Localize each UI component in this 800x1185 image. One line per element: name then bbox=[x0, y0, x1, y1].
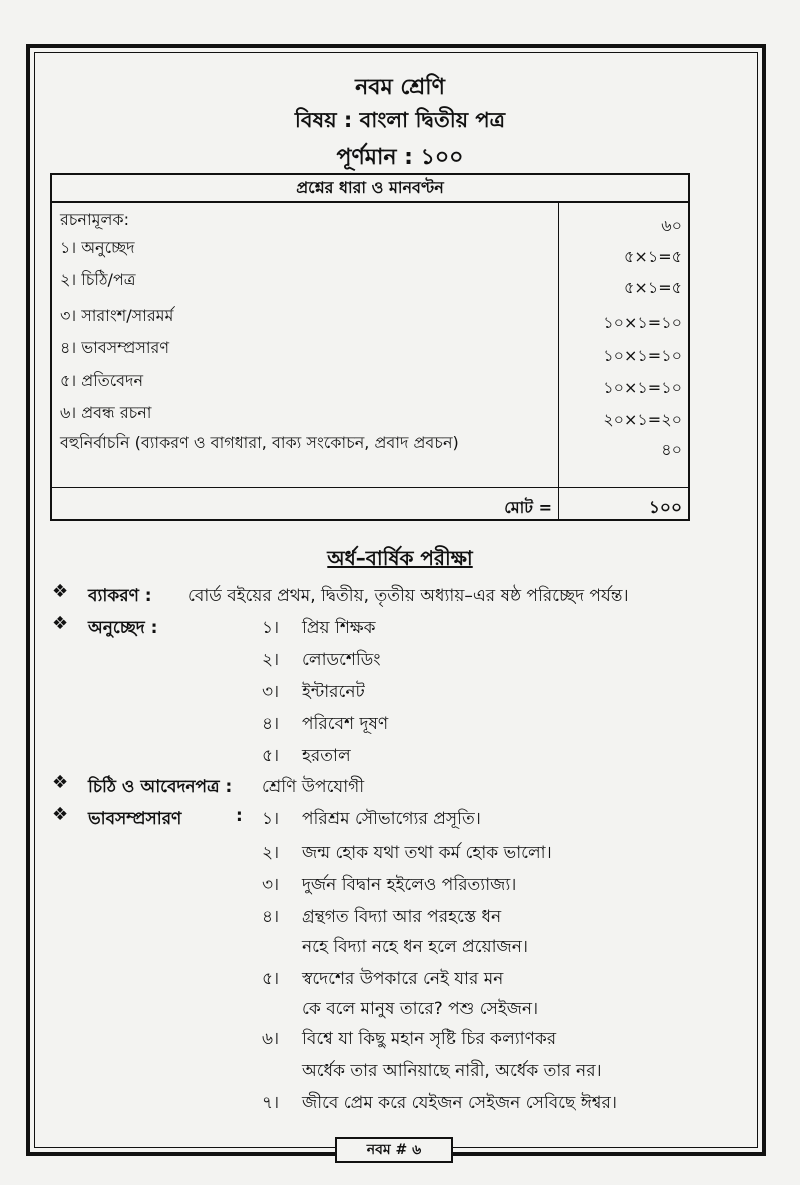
full-marks: পূর্ণমান : ১০০ bbox=[336, 145, 464, 170]
list-item-number: ৩। bbox=[262, 682, 280, 702]
list-item-number: ২। bbox=[262, 843, 280, 863]
list-item-number: ১। bbox=[262, 809, 280, 829]
list-item-number: ১। bbox=[262, 618, 280, 638]
list-item-number: ২। bbox=[262, 650, 280, 670]
list-item: দুর্জন বিদ্বান হইলেও পরিত্যাজ্য। bbox=[302, 875, 517, 895]
bullet-icon: ❖ bbox=[52, 772, 69, 793]
list-item: লোডশেডিং bbox=[302, 650, 381, 670]
subject-title: বিষয় : বাংলা দ্বিতীয় পত্র bbox=[294, 108, 506, 132]
table-row-label: বহুনির্বাচনি (ব্যাকরণ ও বাগধারা, বাক্য সংকোচন, প্রবাদ প্রবচন) bbox=[60, 433, 459, 452]
list-item-continuation: কে বলে মানুষ তারে? পশু সেইজন। bbox=[302, 999, 539, 1019]
total-label: মোট = bbox=[504, 498, 552, 517]
bullet-icon: ❖ bbox=[52, 804, 69, 825]
list-item: স্বদেশের উপকারে নেই যার মন bbox=[302, 969, 504, 989]
list-item: জন্ম হোক যথা তথা কর্ম হোক ভালো। bbox=[302, 843, 552, 863]
list-item-number: ৫। bbox=[262, 746, 280, 766]
list-item-number: ৭। bbox=[262, 1093, 280, 1113]
marks-table-title: প্রশ্নের ধারা ও মানবণ্টন bbox=[52, 175, 688, 203]
table-row-value: ১০×১=১০ bbox=[603, 378, 682, 397]
table-row-value: ৫×১=৫ bbox=[624, 278, 682, 297]
list-item-continuation: নহে বিদ্যা নহে ধন হলে প্রয়োজন। bbox=[302, 937, 528, 957]
list-item-number: ৫। bbox=[262, 969, 280, 989]
letter-text: শ্রেণি উপযোগী bbox=[262, 777, 365, 797]
list-item-number: ৪। bbox=[262, 907, 280, 927]
list-item: হরতাল bbox=[302, 746, 351, 766]
bullet-icon: ❖ bbox=[52, 581, 69, 602]
exam-title-text: অর্ধ–বার্ষিক পরীক্ষা bbox=[327, 546, 473, 570]
list-item-number: ৪। bbox=[262, 714, 280, 734]
letter-heading: চিঠি ও আবেদনপত্র : bbox=[88, 777, 233, 797]
table-row-label: ১। অনুচ্ছেদ bbox=[60, 238, 135, 257]
expansion-colon: : bbox=[236, 806, 243, 826]
list-item: পরিবেশ দূষণ bbox=[302, 714, 389, 734]
table-row-label: ৬। প্রবন্ধ রচনা bbox=[60, 403, 152, 422]
table-row-value: ১০×১=১০ bbox=[603, 346, 682, 365]
list-item: জীবে প্রেম করে যেইজন সেইজন সেবিছে ঈশ্বর। bbox=[302, 1093, 617, 1113]
table-column-divider bbox=[558, 201, 559, 519]
table-row-value: ১০×১=১০ bbox=[603, 313, 682, 332]
list-item: প্রিয় শিক্ষক bbox=[302, 618, 376, 638]
paragraph-heading: অনুচ্ছেদ : bbox=[88, 618, 158, 638]
total-value: ১০০ bbox=[648, 498, 682, 518]
table-row-label: ৪। ভাবসম্প্রসারণ bbox=[60, 338, 170, 357]
list-item: গ্রন্থগত বিদ্যা আর পরহস্তে ধন bbox=[302, 907, 502, 927]
list-item: বিশ্বে যা কিছু মহান সৃষ্টি চির কল্যাণকর bbox=[302, 1029, 557, 1049]
table-row-label: রচনামূলক: bbox=[60, 210, 130, 229]
grammar-heading: ব্যাকরণ : bbox=[88, 586, 152, 606]
expansion-heading: ভাবসম্প্রসারণ bbox=[88, 809, 182, 829]
table-row-label: ২। চিঠি/পত্র bbox=[60, 270, 136, 289]
list-item-number: ৬। bbox=[262, 1029, 280, 1049]
table-row-label: ৫। প্রতিবেদন bbox=[60, 371, 144, 390]
list-item-continuation: অর্ধেক তার আনিয়াছে নারী, অর্ধেক তার নর। bbox=[302, 1061, 602, 1081]
exam-title bbox=[0, 544, 800, 577]
table-row-label: ৩। সারাংশ/সারমর্ম bbox=[60, 306, 174, 325]
bullet-icon: ❖ bbox=[52, 613, 69, 634]
table-row-value: ৫×১=৫ bbox=[624, 247, 682, 266]
table-row-value: ৬০ bbox=[661, 216, 682, 235]
table-row-value: ২০×১=২০ bbox=[603, 410, 682, 429]
page-number-label: নবম # ৬ bbox=[335, 1137, 453, 1163]
table-row-value: ৪০ bbox=[661, 440, 682, 459]
class-title: নবম শ্রেণি bbox=[355, 75, 445, 100]
table-total-divider bbox=[52, 487, 688, 488]
grammar-text: বোর্ড বইয়ের প্রথম, দ্বিতীয়, তৃতীয় অধ্যায়–এর ষষ্ঠ পরিচ্ছেদ পর্যন্ত। bbox=[188, 586, 629, 606]
marks-distribution-table bbox=[50, 173, 690, 521]
list-item: ইন্টারনেট bbox=[302, 682, 365, 702]
list-item-number: ৩। bbox=[262, 875, 280, 895]
list-item: পরিশ্রম সৌভাগ্যের প্রসূতি। bbox=[302, 809, 481, 829]
